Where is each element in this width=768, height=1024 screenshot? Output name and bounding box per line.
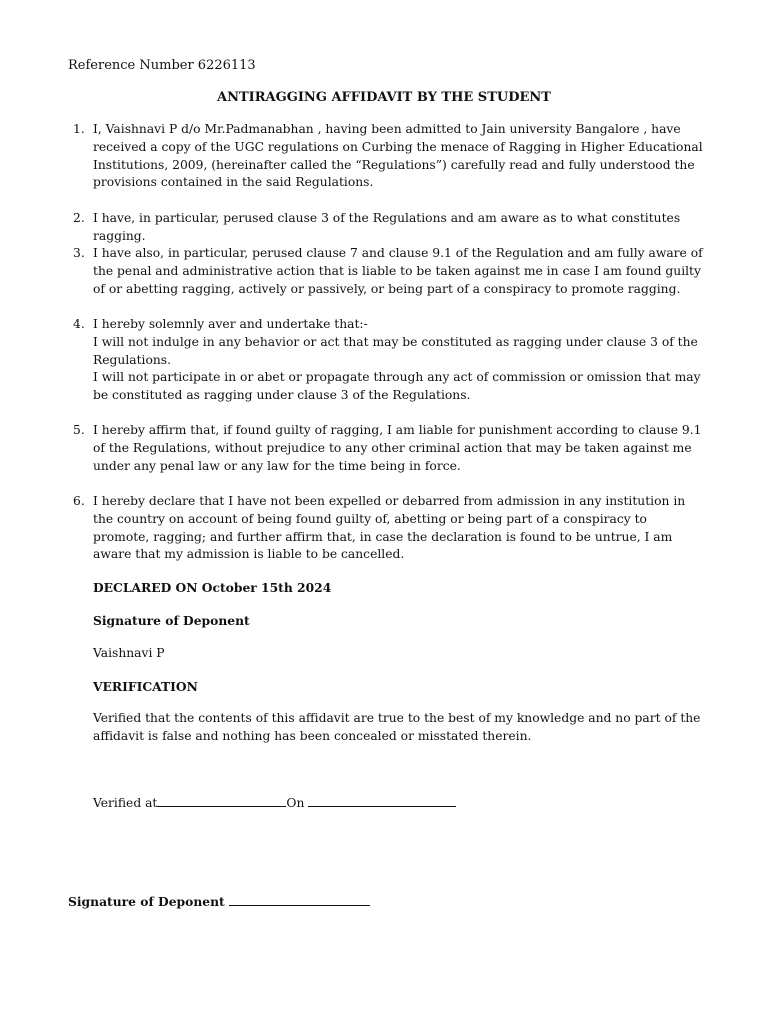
- clause-number: 1.: [73, 122, 85, 136]
- clause-text: I hereby affirm that, if found guilty of ragging, I am liable for punishment according to clause 9.1 of the Regulations, without prejudice to any other criminal action that may be taken against me under any penal law or any law for the time being in force.: [93, 423, 702, 473]
- signature-label: Signature of Deponent: [93, 613, 250, 628]
- declared-on: DECLARED ON October 15th 2024: [93, 580, 332, 595]
- affidavit-clauses: [73, 121, 705, 565]
- clause-item: [73, 316, 705, 422]
- clause-number: 2.: [73, 211, 85, 225]
- document-title: ANTIRAGGING AFFIDAVIT BY THE STUDENT: [217, 90, 551, 105]
- reference-number: Reference Number 6226113: [68, 58, 256, 73]
- clause-item: [73, 210, 705, 245]
- clause-item: [73, 121, 705, 210]
- bottom-signature-label: Signature of Deponent: [68, 894, 225, 909]
- clause-number: 3.: [73, 246, 85, 260]
- clause-number: 6.: [73, 494, 85, 508]
- clause-item: [73, 422, 705, 493]
- clause-text: I will not indulge in any behavior or act that may be constituted as ragging under clause 3 of the Regulations.: [93, 334, 698, 367]
- clause-item: [73, 493, 705, 565]
- clause-text: I have also, in particular, perused clause 7 and clause 9.1 of the Regulation and am fully aware of the penal and administrative action that is liable to be taken against me in case I am found guilty of or abetting ragging, actively or passively, or being part of a conspiracy to promote ragging.: [93, 246, 703, 296]
- on-date-blank[interactable]: [308, 794, 456, 807]
- clause-number: 4.: [73, 317, 85, 331]
- verification-heading: VERIFICATION: [93, 679, 198, 694]
- bottom-signature-line: [68, 893, 370, 909]
- clause-text: I hereby declare that I have not been expelled or debarred from admission in any institution in the country on account of being found guilty of, abetting or being part of a conspiracy to promote, ragging; and further affirm that, in case the declaration is found to be untrue, I am aware that my admission is liable to be cancelled.: [93, 494, 686, 562]
- verification-text: Verified that the contents of this affidavit are true to the best of my knowledge and no part of the affidavit is false and nothing has been concealed or misstated therein.: [93, 711, 701, 743]
- deponent-name: Vaishnavi P: [93, 646, 165, 660]
- verified-at-label: Verified at: [93, 796, 158, 810]
- verified-line: [93, 794, 456, 810]
- clause-text: I have, in particular, perused clause 3 of the Regulations and am aware as to what constitutes ragging.: [93, 211, 681, 243]
- clause-text: I, Vaishnavi P d/o Mr.Padmanabhan , having been admitted to Jain university Bangalore , have received a copy of the UGC regulations on Curbing the menace of Ragging in Higher Educational Institutions, 2009, (hereinafter called the “Regulations”) carefully read and fully understood the provisions contained in the said Regulations.: [93, 122, 703, 190]
- signature-blank[interactable]: [229, 893, 370, 906]
- clause-item: [73, 245, 705, 316]
- verified-at-blank[interactable]: [157, 794, 286, 807]
- clause-text: I will not participate in or abet or propagate through any act of commission or omission that may be constituted as ragging under clause 3 of the Regulations.: [93, 370, 701, 403]
- clause-number: 5.: [73, 423, 85, 437]
- clause-text: I hereby solemnly aver and undertake that:-: [93, 317, 368, 331]
- on-label: On: [286, 796, 305, 810]
